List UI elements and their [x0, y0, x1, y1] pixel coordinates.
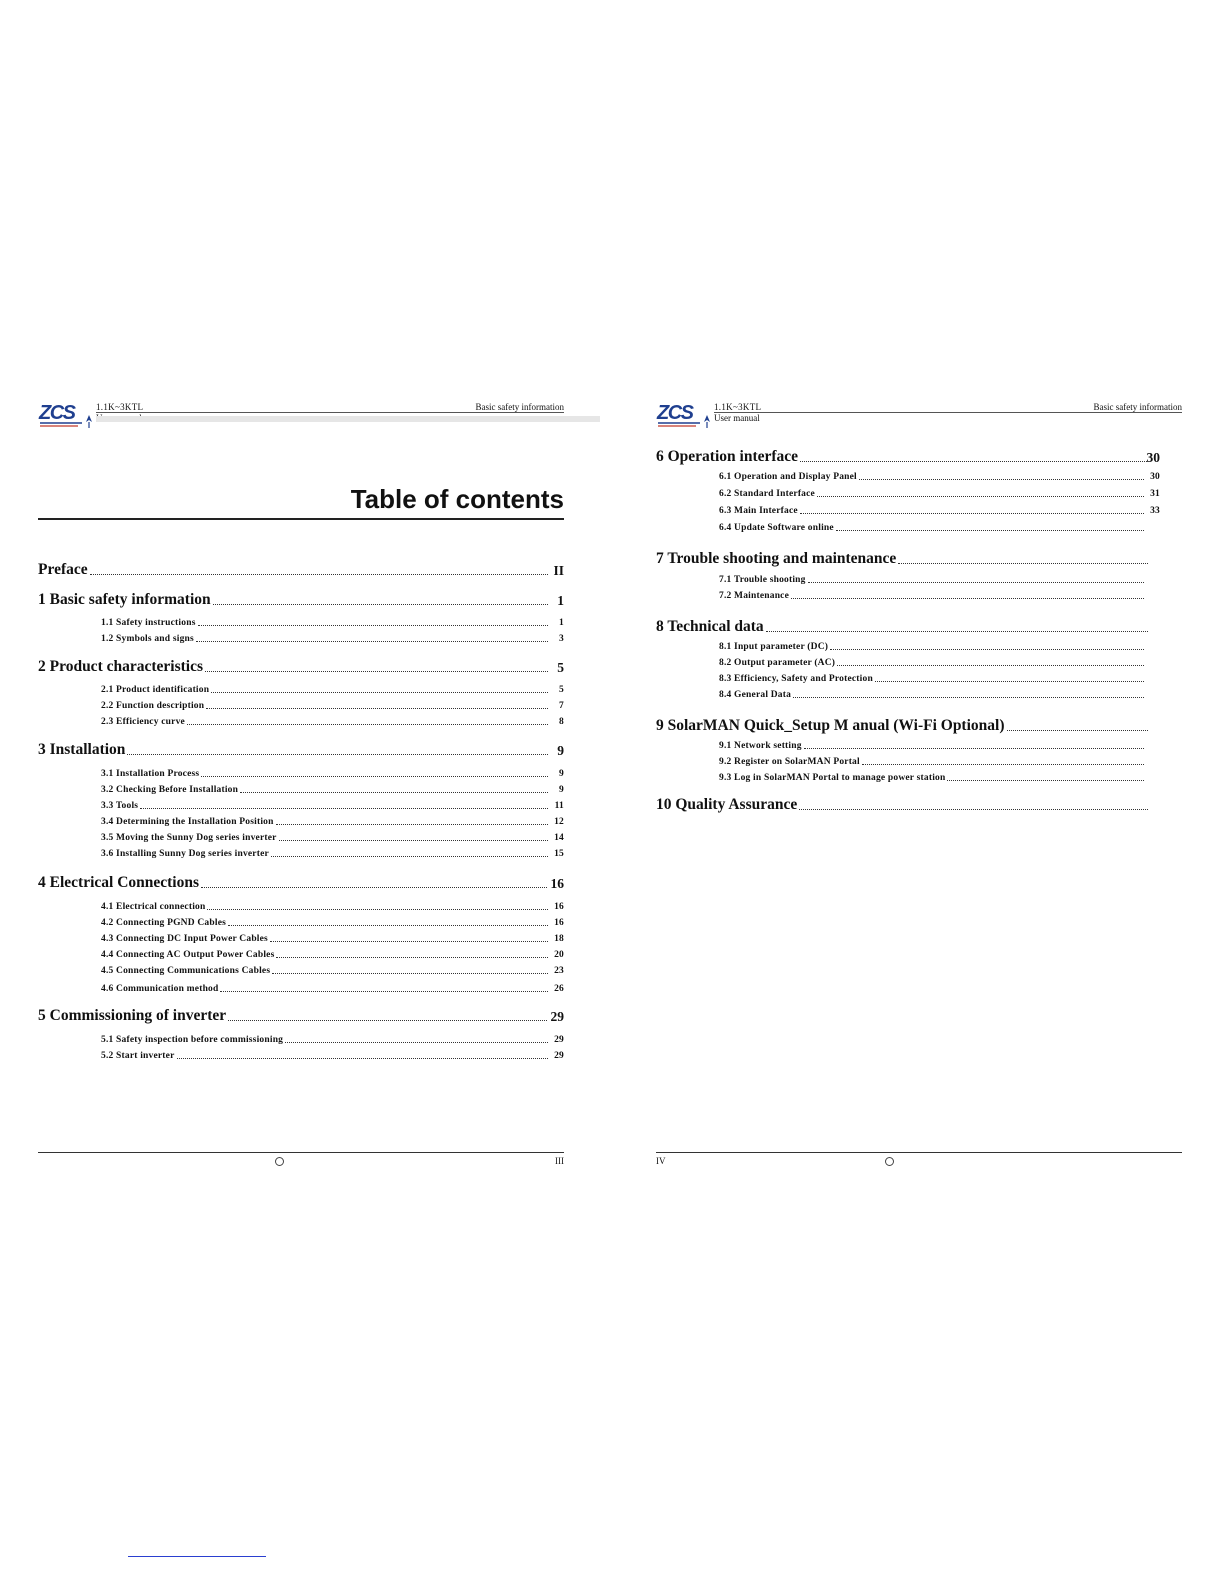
toc-entry-page: 29	[554, 1051, 564, 1061]
header-manual: User manual	[714, 413, 760, 423]
toc-entry-label: 6 Operation interface	[656, 448, 799, 465]
toc-section-entry[interactable]	[38, 902, 564, 912]
toc-section-entry[interactable]	[656, 575, 1160, 585]
toc-entry-label: 6.1 Operation and Display Panel	[719, 472, 857, 482]
toc-entry-page: 16	[550, 876, 564, 891]
dot-leader	[859, 479, 1144, 480]
toc-chapter-entry[interactable]	[656, 796, 1160, 814]
svg-text:ZCS: ZCS	[39, 402, 75, 424]
toc-section-entry[interactable]	[38, 1035, 564, 1045]
dot-leader	[90, 574, 548, 575]
toc-entry-page: 5	[559, 685, 564, 695]
toc-entry-label: 8.2 Output parameter (AC)	[719, 658, 836, 668]
toc-entry-label: 4.5 Connecting Communications Cables	[101, 966, 271, 976]
dot-leader	[205, 671, 548, 672]
toc-section-entry[interactable]	[656, 741, 1160, 751]
toc-chapter-entry[interactable]	[38, 1007, 564, 1025]
svg-text:ZCS: ZCS	[657, 402, 693, 424]
header-section: Basic safety information	[475, 402, 564, 412]
toc-entry-label: 6.3 Main Interface	[719, 506, 798, 516]
dot-leader	[836, 530, 1144, 531]
toc-section-entry[interactable]	[656, 506, 1160, 516]
dot-leader	[947, 780, 1144, 781]
toc-entry-page: 7	[559, 701, 564, 711]
toc-entry-page: 26	[554, 984, 564, 994]
toc-section-entry[interactable]	[38, 685, 564, 695]
toc-entry-label: 9.3 Log in SolarMAN Portal to manage power station	[719, 773, 946, 783]
toc-entry-label: 4 Electrical Connections	[38, 874, 200, 891]
toc-section-entry[interactable]	[656, 489, 1160, 499]
toc-entry-page: 16	[554, 918, 564, 928]
toc-entry-label: 7 Trouble shooting and maintenance	[656, 550, 897, 567]
dot-leader	[206, 708, 548, 709]
toc-entry-page: 23	[554, 966, 564, 976]
toc-entry-label: 3.1 Installation Process	[101, 769, 200, 779]
dot-leader	[862, 764, 1144, 765]
toc-entry-page: 33	[1150, 506, 1160, 516]
toc-entry-label: 4.6 Communication method	[101, 984, 219, 994]
toc-chapter-entry[interactable]	[656, 618, 1160, 636]
header-rule	[714, 412, 1182, 413]
dot-leader	[240, 792, 548, 793]
toc-entry-label: 8.4 General Data	[719, 690, 792, 700]
toc-entry-label: 3.4 Determining the Installation Position	[101, 817, 274, 827]
toc-section-entry[interactable]	[38, 950, 564, 960]
toc-entry-page: II	[553, 563, 564, 578]
dot-leader	[898, 563, 1148, 564]
header-rule	[96, 412, 564, 413]
toc-section-entry[interactable]	[38, 833, 564, 843]
toc-section-entry[interactable]	[38, 849, 564, 859]
left-page	[38, 398, 564, 1178]
toc-section-entry[interactable]	[38, 801, 564, 811]
toc-entry-page: 30	[1146, 450, 1160, 465]
toc-entry-page: 29	[554, 1035, 564, 1045]
toc-section-entry[interactable]	[656, 523, 1160, 533]
header-section: Basic safety information	[1093, 402, 1182, 412]
toc-entry-page: 20	[554, 950, 564, 960]
toc-entry-label: 4.1 Electrical connection	[101, 902, 206, 912]
toc-entry-label: 5 Commissioning of inverter	[38, 1007, 227, 1024]
dot-leader	[177, 1058, 548, 1059]
toc-entry-page: 12	[554, 817, 564, 827]
page-footer	[38, 1152, 564, 1172]
toc-entry-label: 9.1 Network setting	[719, 741, 802, 751]
circle-icon	[275, 1157, 284, 1166]
toc-entry-label: 4.4 Connecting AC Output Power Cables	[101, 950, 275, 960]
footer-page-number: III	[555, 1156, 564, 1166]
toc-entry-page: 1	[559, 618, 564, 628]
toc-entry-page: 9	[559, 769, 564, 779]
toc-section-entry[interactable]	[38, 701, 564, 711]
toc-entry-label: 1.1 Safety instructions	[101, 618, 196, 628]
circle-icon	[885, 1157, 894, 1166]
toc-section-entry[interactable]	[656, 773, 1160, 783]
dot-leader	[793, 697, 1144, 698]
dot-leader	[187, 724, 548, 725]
dot-leader	[1007, 730, 1149, 731]
dot-leader	[271, 856, 548, 857]
dot-leader	[799, 809, 1148, 810]
header-band	[96, 416, 600, 422]
toc-entry-label: 8.3 Efficiency, Safety and Protection	[719, 674, 873, 684]
page-header	[38, 398, 564, 430]
toc-entry-label: 2 Product characteristics	[38, 658, 203, 675]
toc-chapter-entry[interactable]	[656, 550, 1160, 568]
bottom-link-underline[interactable]	[128, 1556, 266, 1557]
page-footer	[656, 1152, 1182, 1172]
toc-section-entry[interactable]	[656, 690, 1160, 700]
dot-leader	[830, 649, 1144, 650]
toc-entry-label: 10 Quality Assurance	[656, 796, 798, 813]
dot-leader	[800, 513, 1144, 514]
toc-entry-label: 2.2 Function description	[101, 701, 205, 711]
dot-leader	[875, 681, 1144, 682]
toc-entry-label: 5.1 Safety inspection before commissioning	[101, 1035, 284, 1045]
toc-entry-page: 15	[554, 849, 564, 859]
toc-entry-label: 8.1 Input parameter (DC)	[719, 642, 829, 652]
right-page	[656, 398, 1182, 1178]
toc-chapter-entry[interactable]	[38, 561, 564, 579]
toc-entry-label: 7.1 Trouble shooting	[719, 575, 806, 585]
toc-entry-label: 1 Basic safety information	[38, 591, 211, 608]
dot-leader	[800, 461, 1146, 462]
dot-leader	[808, 582, 1144, 583]
toc-section-entry[interactable]	[38, 618, 564, 628]
toc-entry-page: 30	[1150, 472, 1160, 482]
header-model: 1.1K~3KTL	[714, 402, 762, 412]
toc-chapter-entry[interactable]	[38, 741, 564, 759]
toc-section-entry[interactable]	[656, 674, 1160, 684]
toc-entry-page: 1	[557, 593, 564, 608]
toc-entry-page: 9	[559, 785, 564, 795]
toc-section-entry[interactable]	[656, 642, 1160, 652]
dot-leader	[127, 754, 548, 755]
footer-page-number: IV	[656, 1156, 666, 1166]
dot-leader	[276, 824, 548, 825]
dot-leader	[196, 641, 548, 642]
toc-entry-label: 9.2 Register on SolarMAN Portal	[719, 757, 860, 767]
toc-entry-label: 4.3 Connecting DC Input Power Cables	[101, 934, 268, 944]
toc-entry-page: 9	[557, 743, 564, 758]
header-model: 1.1K~3KTL	[96, 402, 144, 412]
toc-entry-page: 16	[554, 902, 564, 912]
dot-leader	[285, 1042, 548, 1043]
footer-rule	[38, 1152, 564, 1153]
toc-section-entry[interactable]	[38, 634, 564, 644]
toc-entry-page: 3	[559, 634, 564, 644]
dot-leader	[766, 631, 1148, 632]
toc-chapter-entry[interactable]	[38, 658, 564, 676]
dot-leader	[213, 604, 548, 605]
dot-leader	[817, 496, 1144, 497]
dot-leader	[804, 748, 1144, 749]
toc-section-entry[interactable]	[656, 658, 1160, 668]
toc-entry-label: 3.6 Installing Sunny Dog series inverter	[101, 849, 269, 859]
toc-entry-label: 9 SolarMAN Quick_Setup M anual (Wi-Fi Optional)	[656, 717, 1005, 734]
toc-section-entry[interactable]	[38, 817, 564, 827]
toc-section-entry[interactable]	[38, 966, 564, 976]
toc-entry-page: 14	[554, 833, 564, 843]
dot-leader	[211, 692, 548, 693]
toc-section-entry[interactable]	[38, 769, 564, 779]
toc-chapter-entry[interactable]	[656, 717, 1160, 735]
toc-entry-label: 2.3 Efficiency curve	[101, 717, 185, 727]
toc-chapter-entry[interactable]	[38, 874, 564, 892]
toc-entry-label: 3.5 Moving the Sunny Dog series inverter	[101, 833, 277, 843]
toc-section-entry[interactable]	[38, 785, 564, 795]
page-header	[656, 398, 1182, 430]
toc-entry-page: 29	[550, 1009, 564, 1024]
dot-leader	[201, 776, 548, 777]
toc-section-entry[interactable]	[38, 918, 564, 928]
dot-leader	[276, 957, 548, 958]
dot-leader	[201, 887, 546, 888]
toc-section-entry[interactable]	[38, 1051, 564, 1061]
toc-entry-label: 8 Technical data	[656, 618, 764, 635]
footer-rule	[656, 1152, 1182, 1153]
toc-section-entry[interactable]	[38, 717, 564, 727]
toc-entry-label: 2.1 Product identification	[101, 685, 210, 695]
dot-leader	[228, 925, 548, 926]
toc-section-entry[interactable]	[656, 472, 1160, 482]
toc-section-entry[interactable]	[656, 591, 1160, 601]
toc-chapter-entry[interactable]	[656, 448, 1160, 466]
dot-leader	[228, 1020, 546, 1021]
toc-entry-page: 8	[559, 717, 564, 727]
toc-entry-label: 4.2 Connecting PGND Cables	[101, 918, 227, 928]
dot-leader	[279, 840, 548, 841]
dot-leader	[198, 625, 548, 626]
zcs-logo	[656, 400, 712, 430]
dot-leader	[207, 909, 548, 910]
toc-entry-label: 5.2 Start inverter	[101, 1051, 175, 1061]
toc-entry-label: 1.2 Symbols and signs	[101, 634, 194, 644]
dot-leader	[272, 973, 548, 974]
toc-entry-page: 5	[557, 660, 564, 675]
toc-entry-label: Preface	[38, 561, 88, 578]
toc-entry-label: 6.2 Standard Interface	[719, 489, 815, 499]
dot-leader	[270, 941, 548, 942]
toc-chapter-entry[interactable]	[38, 591, 564, 609]
page-title: Table of contents	[350, 484, 564, 514]
toc-entry-label: 7.2 Maintenance	[719, 591, 790, 601]
toc-section-entry[interactable]	[38, 934, 564, 944]
dot-leader	[220, 991, 548, 992]
dot-leader	[140, 808, 548, 809]
toc-section-entry[interactable]	[656, 757, 1160, 767]
toc-entry-label: 3.3 Tools	[101, 801, 139, 811]
toc-entry-label: 3.2 Checking Before Installation	[101, 785, 239, 795]
toc-entry-label: 3 Installation	[38, 741, 126, 758]
toc-section-entry[interactable]	[38, 984, 564, 994]
dot-leader	[837, 665, 1144, 666]
dot-leader	[791, 598, 1144, 599]
toc-entry-page: 18	[554, 934, 564, 944]
title-rule	[38, 518, 564, 520]
zcs-logo	[38, 400, 94, 430]
toc-entry-page: 11	[554, 801, 564, 811]
toc-entry-label: 6.4 Update Software online	[719, 523, 834, 533]
toc-entry-page: 31	[1150, 489, 1160, 499]
